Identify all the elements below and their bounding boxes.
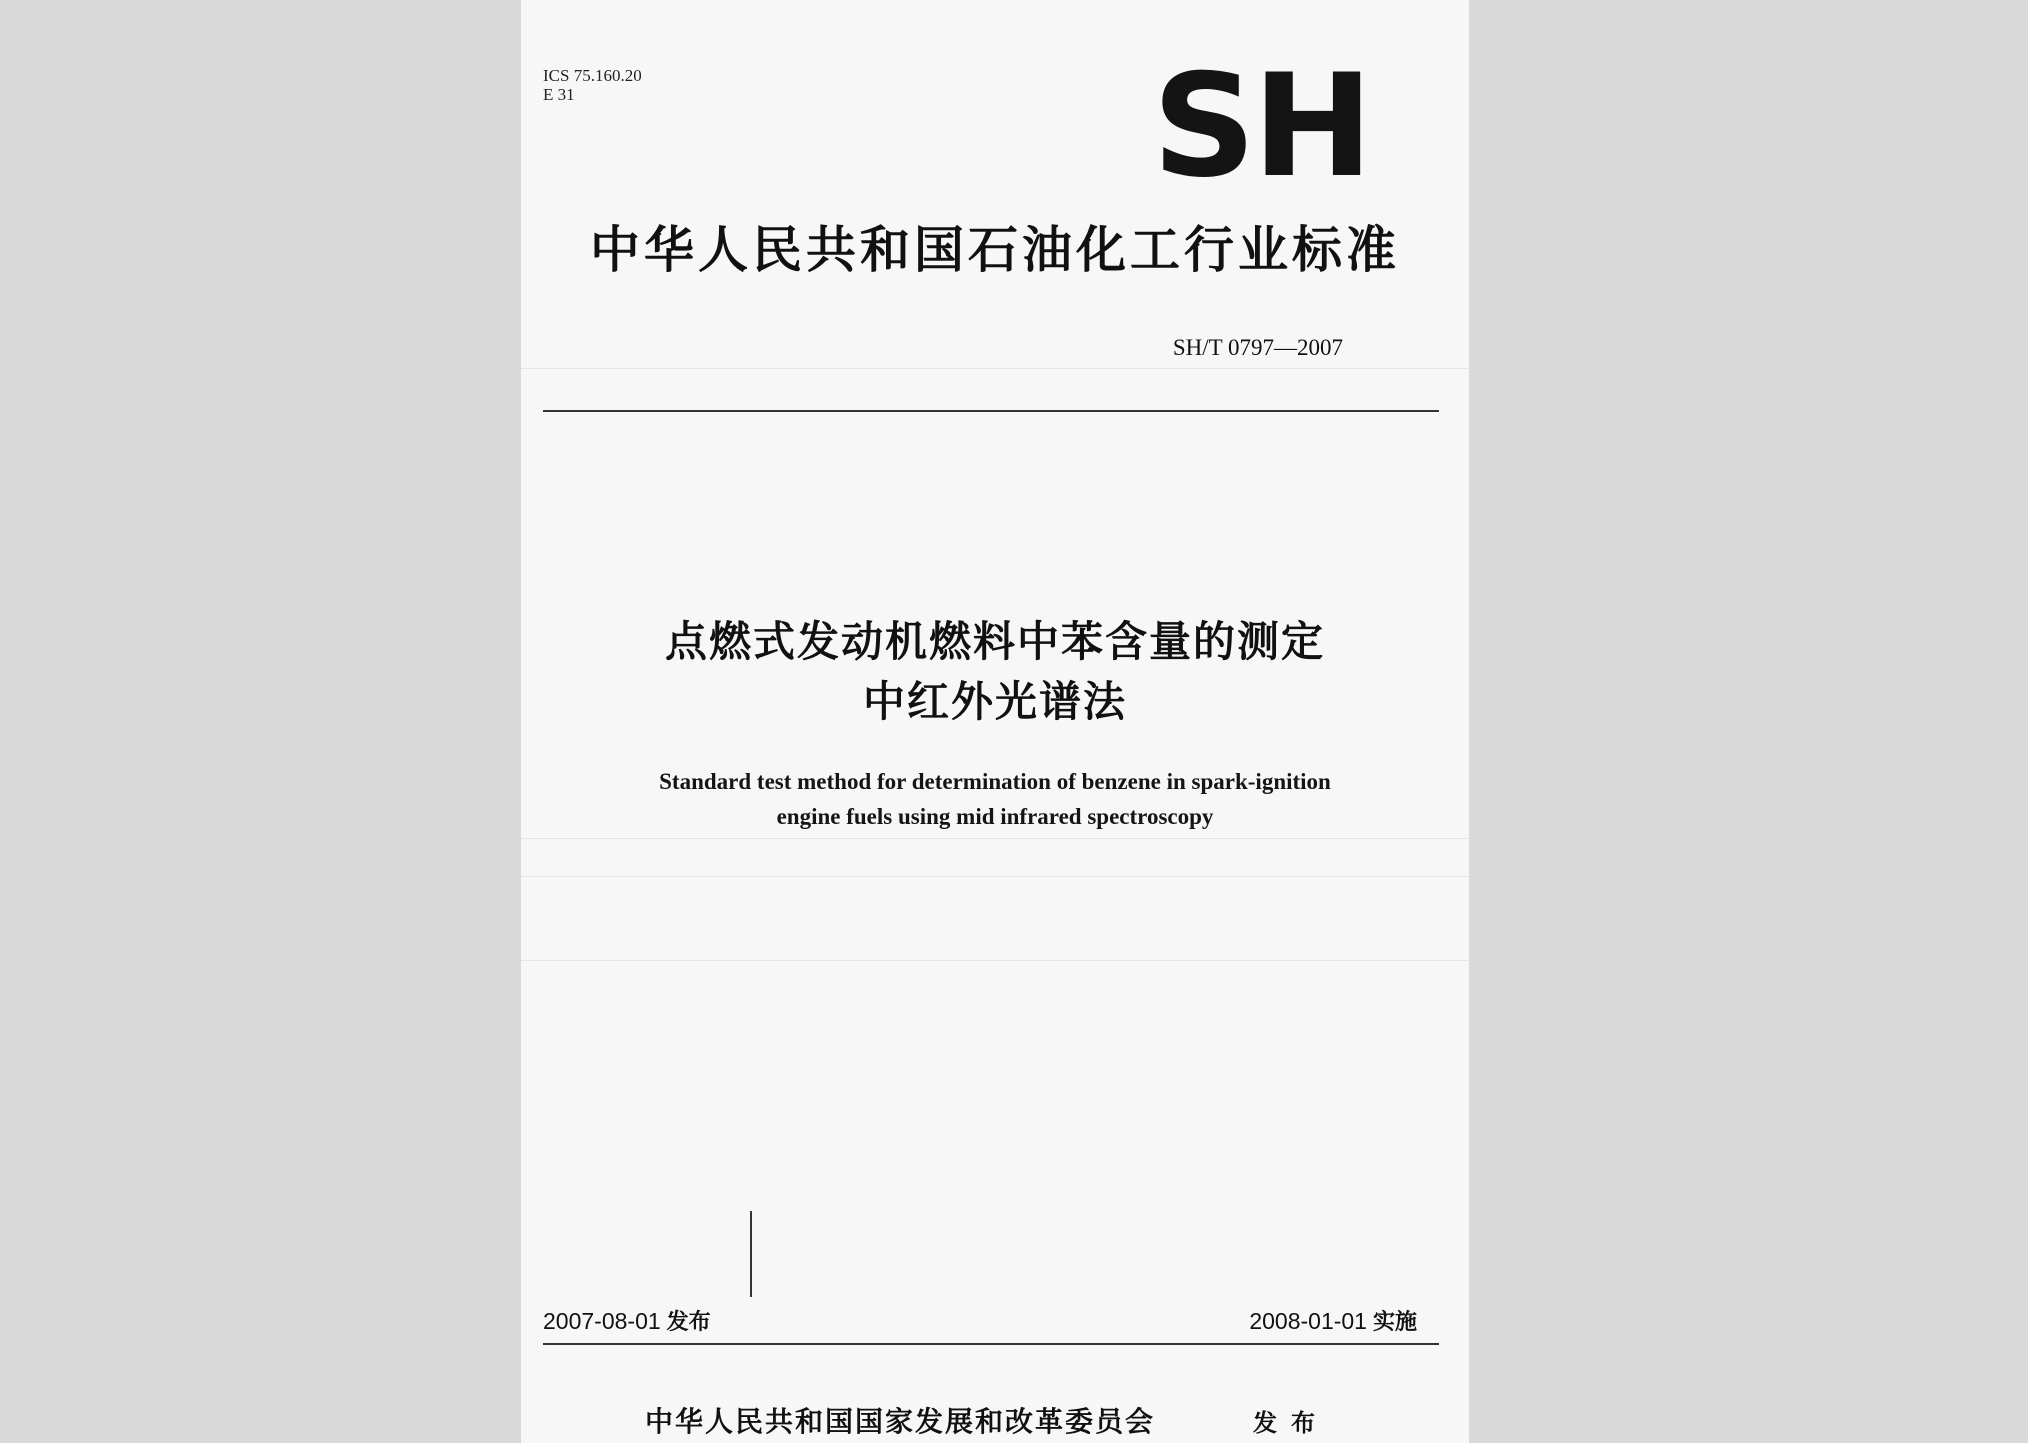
- english-title: [521, 764, 1469, 834]
- ics-code: ICS 75.160.20: [543, 66, 642, 85]
- issue-date: 2007-08-01: [543, 1308, 661, 1334]
- scan-line: [521, 838, 1469, 839]
- standard-number: SH/T 0797—2007: [1172, 335, 1343, 360]
- english-title-line2: engine fuels using mid infrared spectroscopy: [776, 804, 1214, 829]
- chinese-title: [521, 612, 1469, 732]
- page-title: 中华人民共和国石油化工行业标准: [590, 221, 1400, 279]
- vertical-mark: [750, 1211, 752, 1297]
- chinese-title-line1: 点燃式发动机燃料中苯含量的测定: [664, 617, 1325, 666]
- effective-label: 实施: [1372, 1310, 1417, 1335]
- issue-date-block: [543, 1306, 711, 1338]
- sh-logo: SH: [1152, 44, 1370, 209]
- divider-top: [543, 410, 1439, 412]
- divider-bottom: [543, 1343, 1439, 1345]
- scan-line: [521, 960, 1469, 961]
- scan-line: [521, 368, 1469, 369]
- ccs-code: E 31: [543, 85, 575, 104]
- classification-codes: [543, 66, 642, 104]
- issue-label: 发布: [666, 1310, 711, 1335]
- document-page: [521, 0, 1469, 1443]
- publish-label: 发布: [1253, 1409, 1329, 1437]
- chinese-title-line2: 中红外光谱法: [862, 677, 1127, 726]
- effective-date: 2008-01-01: [1249, 1308, 1367, 1334]
- english-title-line1: Standard test method for determination of benzene in spark-ignition: [659, 769, 1331, 794]
- publisher-name: 中华人民共和国国家发展和改革委员会: [645, 1405, 1156, 1438]
- scan-line: [521, 876, 1469, 877]
- effective-date-block: [1249, 1306, 1417, 1338]
